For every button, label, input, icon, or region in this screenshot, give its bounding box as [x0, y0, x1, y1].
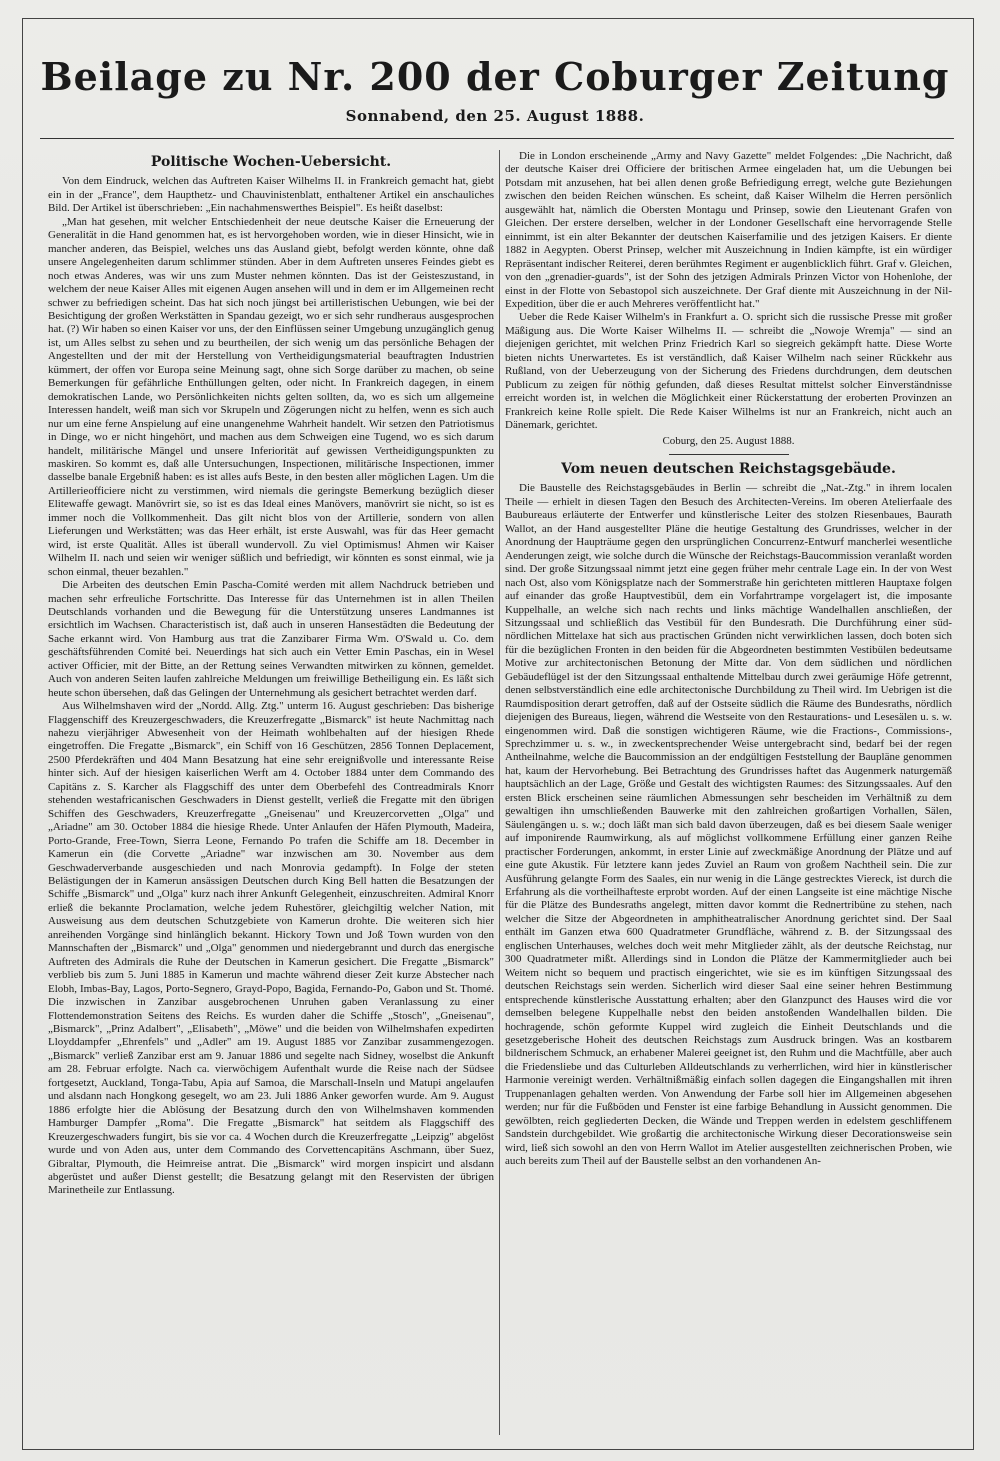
politics-paragraph: Aus Wilhelmshaven wird der „Nordd. Allg. Ztg." unterm 16. August geschrieben: Das bisherige Flaggenschiff des Kreuzergeschwaders, die Kreuzerfregatte „Bismarck" ist heute Nachmittag nach nahezu vierjähriger Abwesenheit von der Heimath wohlbehalten auf der hiesigen Rhede eingetroffen. Die Fregatte „Bismarck", ein Schiff von 16 Geschützen, 2856 Tonnen Deplacement, 2500 Pferdekräften und 404 Mann Besatzung hat eine sehr ereignißvolle und interessante Reise hinter sich. Auf der hiesigen kaiserlichen Werft am 4. October 1884 unter dem Commando des Capitäns z. S. Karcher als Flaggschiff des unter dem Oberbefehl des Contreadmirals Knorr stehenden westafricanischen Geschwaders in Dienst gestellt, verließ die Fregatte mit den übrigen Schiffen des Geschwaders, Kreuzerfregatte „Gneisenau" und Kreuzercorvetten „Olga" und „Ariadne" am 30. October 1884 die hiesige Rhede. Unter Anlaufen der Häfen Plymouth, Madeira, Porto-Grande, Free-Town, Sierra Leone, Fernando Po trafen die Schiffe am 18. December in Kamerun ein (die Corvette „Ariadne" war inzwischen am 30. November aus dem Geschwaderverbande ausgeschieden und nach Monrovia gedampft). In Folge der steten Belästigungen der in Kamerun ansässigen Deutschen durch King Bell hatten die Besatzungen der Schiffe „Bismarck" und „Olga" kurz nach ihrer Ankunft Gelegenheit, einzuschreiten. Admiral Knorr erließ die bekannte Proclamation, welche jedem Ruhestörer, gleichgiltig welcher Nation, mit Ausweisung aus dem deutschen Schutzgebiete von Kamerun drohte. Die weiteren sich hier anreihenden Vorgänge sind hinlänglich bekannt. Hickory Town und Joß Town wurden von den Mannschaften der „Bismarck" und „Olga" genommen und niedergebrannt und durch das energische Auftreten des Admirals die Ruhe der Deutschen in Kamerun gesichert. Die Fregatte „Bismarck" verblieb bis zum 5. Juni 1885 in Kamerun und machte während dieser Zeit kurze Abstecher nach Elobh, Imbas-Bay, Lagos, Porto-Segnero, Grayd-Popo, Bagida, Fernando-Po, Gabon und St. Thomé. Die inzwischen in Zanzibar ausgebrochenen Unruhen gaben Veranlassung zu einer Flottendemonstration Seitens des Reichs. Es wurden daher die Schiffe „Stosch", „Gneisenau", „Bismarck", „Prinz Adalbert", „Elisabeth", „Möwe" und die beiden von Wilhelmshafen expedirten Lloyddampfer „Ehrenfels" und „Adler" am 19. August 1885 vor Zanzibar zusammengezogen. „Bismarck" verließ Zanzibar erst am 9. Januar 1886 und segelte nach Sidney, woselbst die Ankunft am 28. Februar erfolgte. Nach ca. vierwöchigem Aufenthalt wurde die Reise nach der Südsee fortgesetzt, Auckland, Tonga-Tabu, Apia auf Samoa, die Marschall-Inseln und Matupi angelaufen und alsdann nach Hongkong gesegelt, wo am 23. Juli 1886 Anker geworfen wurde. Am 9. August 1886 erfolgte hier die Ablösung der Besatzung durch den von Wilhelmshaven kommenden Hamburger Dampfer „Roma". Die Fregatte „Bismarck" hat seitdem als Flaggschiff des Kreuzergeschwaders fungirt, bis sie vor ca. 4 Wochen durch die Kreuzerfregatte „Leipzig" abgelöst wurde und von Aden aus, unter dem Commando des Corvettencapitäns Aschmann, über Suez, Gibraltar, Plymouth, die Heimreise antrat. Die „Bismarck" wird morgen inspicirt und alsdann abgerüstet und außer Dienst gestellt; die Besatzung gelangt mit den Reservisten der übrigen Marinetheile zur Entlassung. — [48, 700, 494, 1197]
politics-paragraph: Ueber die Rede Kaiser Wilhelm's in Frankfurt a. O. spricht sich die russische Presse mit großer Mäßigung aus. Die Worte Kaiser Wilhelms II. — schreibt die „Nowoje Wremja" — sind an diejenigen gerichtet, mit welchen Prinz Friedrich Karl so siegreich gekämpft hatte. Diese Worte bieten nichts Unerwartetes. Es ist verständlich, daß Kaiser Wilhelm nach seiner Rückkehr aus Rußland, von der Ueberzeugung von der Sicherung des Friedens durchdrungen, dem deutschen Publicum zu zeigen für nöthig gefunden, daß dieses Resultat mittelst solcher Einverständnisse erreicht worden ist, in welchen die Möglichkeit einer Rückerstattung der eroberten Provinzen an Frankreich keine Rolle spielt. Die Rede Kaiser Wilhelms ist nur an Frankreich, nicht auch an Dänemark, gerichtet. — [505, 311, 952, 432]
right-column — [505, 150, 952, 1440]
politics-paragraph: Die Arbeiten des deutschen Emin Pascha-Comité werden mit allem Nachdruck betrieben und machen sehr erfreuliche Fortschritte. Das Interesse für das Unternehmen ist in allen Theilen Deutschlands vorhanden und die Bewegung für die Unterstützung unseres Landmannes ist ersichtlich im Wachsen. Characteristisch ist, daß auch in unseren Hansestädten die Bedeutung der Sache erkannt wird. Von Hamburg aus trat die Zanzibarer Firma Wm. O'Swald u. Co. dem geschäftsführenden Comité bei. Neuerdings hat sich auch ein Vetter Emin Paschas, ein in Wesel activer Officier, mit der Bitte, an der Rettung seines Verwandten mitwirken zu können, gemeldet. Auch von anderen Seiten laufen zahlreiche Meldungen um freiwillige Betheiligung ein. Es läßt sich heute schon übersehen, daß das Gelingen der Unternehmung als gesichert betrachtet werden darf. — [48, 579, 494, 699]
politics-paragraph: Von dem Eindruck, welchen das Auftreten Kaiser Wilhelms II. in Frankreich gemacht hat, giebt ein in der „France", dem Haupthetz- und Chauvinistenblatt, enthaltener Artikel ein anschauliches Bild. Der Artikel ist überschrieben: „Ein nachahmenswerthes Beispiel". Es heißt daselbst: — [48, 175, 494, 215]
politics-paragraph: „Man hat gesehen, mit welcher Entschiedenheit der neue deutsche Kaiser die Erneuerung der Generalität in die Hand genommen hat, es ist hervorgehoben worden, wie in dieser Hinsicht, wie in mancher anderen, das Beispiel, welches uns das Ausland giebt, befolgt werden könnte, ohne daß unsere Angelegenheiten darum schlimmer stünden. Aber in dem Auftreten unseres Feindes giebt es noch etwas Anderes, was wir uns zum Muster nehmen könnten. Das ist der Geisteszustand, in welchem der neue Kaiser Alles mit eigenen Augen ansehen will und in dem er im Allgemeinen recht schwer zu befriedigen scheint. Das hat sich noch jüngst bei artilleristischen Uebungen, wie bei der Besichtigung der großen Werkstätten in Spandau gezeigt, wo er sich sehr rundheraus ausgesprochen hat. (?) Wir haben so einen Kaiser vor uns, der den Einflüssen seiner Umgebung unzugänglich genug ist, um Alles selbst zu sehen und zu beurtheilen, der sich wenig um das persönliche Behagen der Angestellten und der mit der Herstellung von Vertheidigungsmaterial beauftragten Industrien kümmert, der offen vor Europa seine Meinung sagt, ohne sich Sorge darüber zu machen, ob seine Bemerkungen für gefährliche Enthüllungen gelten, oder nicht. In Frankreich dagegen, in einem demokratischen Lande, wo Persönlichkeiten nichts gelten sollten, da, wo es sich um allgemeine Interessen handelt, weiß man sich vor Skrupeln und Zögerungen nicht zu helfen, wenn es sich auch nur um eine ferne Anspielung auf eine unangenehme Wahrheit handelt. Wir setzen den Patriotismus in Dinge, wo er nicht hingehört, und machen aus dem Schweigen eine Tugend, wo es sich darum handelt, militärische Mängel und unsere Inferiorität auf gewissen Vertheidigungspunkten zu maskiren. So kommt es, daß alle Untersuchungen, Inspectionen, militärische Inspectionen, immer dasselbe banale Ergebniß haben: es ist alles aufs Beste, in den besten aller möglichen Lagen. Um die Artillerieofficiere nicht zu verstimmen, wird niemals die geringste Bemerkung bezüglich dieser Elitewaffe gewagt. Manövrirt sie, so ist es das Ideal eines Manövers, manövrirt sie nicht, so ist es immer noch die Vollkommenheit. Das gilt nicht blos von der Artillerie, sondern von allen Lieferungen und Werkstätten; was das Heer erhält, ist erste Auswahl, was für das Heer gemacht wird, ist erste Qualität. Alles ist überall wundervoll. Zu viel Optimismus! Ahmen wir Kaiser Wilhelm II. nach und seien wir weniger süßlich und befriedigt, wir könnten es sonst einmal, wie ja schon einmal, theuer bezahlen." — [48, 215, 494, 578]
column-divider — [499, 150, 500, 1435]
reichstag-heading: Vom neuen deutschen Reichstagsgebäude. — [561, 460, 896, 477]
politics-heading: Politische Wochen-Uebersicht. — [150, 154, 392, 170]
left-column — [48, 150, 494, 1440]
politics-paragraph: Die in London erscheinende „Army and Navy Gazette" meldet Folgendes: „Die Nachricht, daß der deutsche Kaiser drei Officiere der britischen Armee eingeladen hat, um die Uebungen bei Potsdam mit anzusehen, hat bei allen denen große Befriedigung erregt, welche gute Beziehungen zwischen den beiden Reichen wünschen. Es scheint, daß Kaiser Wilhelm die Herren persönlich ausgewählt hat, nämlich die Obersten Montagu und Prinsep, sowie den Lieutenant Grafen von Gleichen. Der erstere derselben, welcher in der Londoner Gesellschaft eine hervorragende Stelle einnimmt, ist ein alter Bekannter der deutschen Kaiserfamilie und des jetzigen Kaisers. Er diente 1882 in Aegypten. Oberst Prinsep, welcher mit Auszeichnung in Indien kämpfte, ist ein würdiger Repräsentant indischer Reiterei, deren berühmtes Regiment er augenblicklich führt. Graf v. Gleichen, von den „grenadier-guards", ist der Sohn des jetzigen Admirals Prinzen Victor von Hohenlohe, der einst in der Flotte von Sebastopol sich auszeichnete. Der Graf diente mit Auszeichnung in der Nil-Expedition, über die er auch Mehreres veröffentlicht hat." — [505, 150, 952, 310]
politics-signature: Coburg, den 25. August 1888. — [662, 434, 795, 447]
article-separator — [669, 454, 789, 455]
newspaper-title: Beilage zu Nr. 200 der Coburger Zeitung — [40, 54, 950, 99]
masthead — [40, 30, 950, 130]
reichstag-paragraph: Die Baustelle des Reichstagsgebäudes in Berlin — schreibt die „Nat.-Ztg." in ihrem localen Theile — erhielt in diesen Tagen den Besuch des Architecten-Vereins. Im oberen Atelierfaale des Baubureaus erläuterte der Entwerfer und künstlerische Leiter des stolzen Riesenbaues, Baurath Wallot, an der Hand ausgestellter Pläne die heutige Gestaltung des Grundrisses, welcher in der Anordnung der Haupträume gegen den ursprünglichen Concurrenz-Entwurf mancherlei wesentliche Aenderungen zeigt, wie solche durch die Wünsche der Reichstags-Baucommission veranlaßt worden sind. Der große Sitzungssaal nimmt jetzt eine gegen früher mehr centrale Lage ein. In der von West nach Ost, also vom Königsplatze nach der Sommerstraße hin gerichteten mittleren Hauptaxe folgen auf einander das große Hauptvestibül, dem ein Vorfahrtrampe vorgelagert ist, die imposante Kuppelhalle, an welche sich nach rechts und links mächtige Wandelhallen anschließen, der Sitzungssaal und schließlich das Vestibül für den Bundesrath. Die Durchführung einer süd-nördlichen Mittelaxe hat sich aus practischen Gründen nicht verwirklichen lassen, doch boten sich für die bezüglichen Fronten in den beiden für die Abgeordneten bestimmten Vestibülen bedeutsame Motive zur architectonischen Betonung der Mitte dar. Von dem südlichen und nördlichen Gebäudeflügel ist der den Sitzungssaal enthaltende Mittelbau durch zwei geräumige Höfe getrennt, denen selbstverständlich eine edle architectonische Durchbildung zu Theil wird. Im Uebrigen ist die Raumdisposition derart getroffen, daß auf der Ostseite südlich die Räume des Bundesraths, nördlich diejenigen des Bureaus, liegen, während die Westseite von den Restaurations- und Lesesälen u. s. w. eingenommen wird. Daß die sonstigen wichtigeren Räume, wie die Fractions-, Commissions-, Sprechzimmer u. s. w., in zweckentsprechender Weise untergebracht sind, bedarf bei der regen Antheilnahme, welche die Baucommission an der endgültigen Feststellung der Baupläne genommen hat, kaum der Hervorhebung. Bei Betrachtung des Grundrisses haftet das Augenmerk naturgemäß hauptsächlich an der Lage, Größe und Gestalt des wichtigsten Raumes: des Sitzungssaales. Auf den ersten Blick erscheinen seine räumlichen Abmessungen sehr bescheiden im Verhältniß zu dem gewaltigen ihn umschließenden Bauwerke mit den zahlreichen großartigen Vorhallen, Sälen, Säulengängen u. s. w.; doch läßt man sich bald davon überzeugen, daß es bei diesem Saale weniger auf imponirende Raumwirkung, als auf möglichst vollkommene Erfüllung einer ganzen Reihe practischer Forderungen, ankommt, in erster Linie auf zweckmäßige Anordnung der Plätze und auf eine gute Akustik. Für letztere kann jedes Zuviel an Raum von großem Nachtheil sein. Die zur Ausführung gelangte Form des Saales, ein nur wenig in die Länge gestrecktes Viereck, ist durch die Erfahrung als die vortheilhafteste erprobt worden. Auf der einen Langseite ist eine mächtige Nische für die Plätze des Bundesraths angelegt, mitten davor kommt die Rednertribüne zu stehen, nach welcher die Sitze der Abgeordneten in amphitheatralischer Anordnung gerichtet sind. Der Saal enthält im Ganzen etwa 600 Quadratmeter Grundfläche, während z. B. der Sitzungssaal des englischen Unterhauses, welches doch weit mehr Mitglieder zählt, als der deutsche Reichstag, nur 300 Quadratmeter mißt. Allerdings sind in London die Plätze der Kammermitglieder auch bei Weitem nicht so bequem und practisch eingerichtet, wie sie es im künftigen Sitzungssaal des deutschen Reichstags sein werden. Sicherlich wird dieser Saal eine seiner hehren Bestimmung entsprechende künstlerische Ausstattung erhalten; aber den Glanzpunct des Hauses wird die vor demselben belegene Kuppelhalle nebst den beiden anstoßenden Wandelhallen bilden. Die hochragende, schön geformte Kuppel wird zugleich die Einheit Deutschlands und die gesetzgeberische Hoheit des deutschen Reichstags zum Ausdruck bringen. Was an kostbarem bildnerischem Schmuck, an erhabener Malerei geeignet ist, den Ruhm und die Machtfülle, aber auch die Friedensliebe und das Culturleben Alldeutschlands zu verherrlichen, wird hier in künstlerischer Harmonie vereinigt werden. Verhältnißmäßig einfach sollen dagegen die Eingangshallen mit ihren Truppenanlagen gehalten werden. Von Anwendung der Farbe soll hier im Allgemeinen abgesehen werden; nur für die Fußböden und Fenster ist eine farbige Behandlung in Aussicht genommen. Die gewölbten, reich gegliederten Decken, die Wände und Treppen werden in edelstem geschliffenem Sandstein durchgebildet. Wie großartig die architectonische Wirkung dieser Decorationsweise sein wird, ließ sich sowohl an den von Herrn Wallot im Atelier ausgestellten zeichnerischen Proben, wie auch bereits zum Theil auf der Baustelle selbst an den vorhandenen An- — [505, 482, 952, 1168]
masthead-rule — [40, 138, 954, 139]
issue-dateline: Sonnabend, den 25. August 1888. — [345, 107, 645, 125]
